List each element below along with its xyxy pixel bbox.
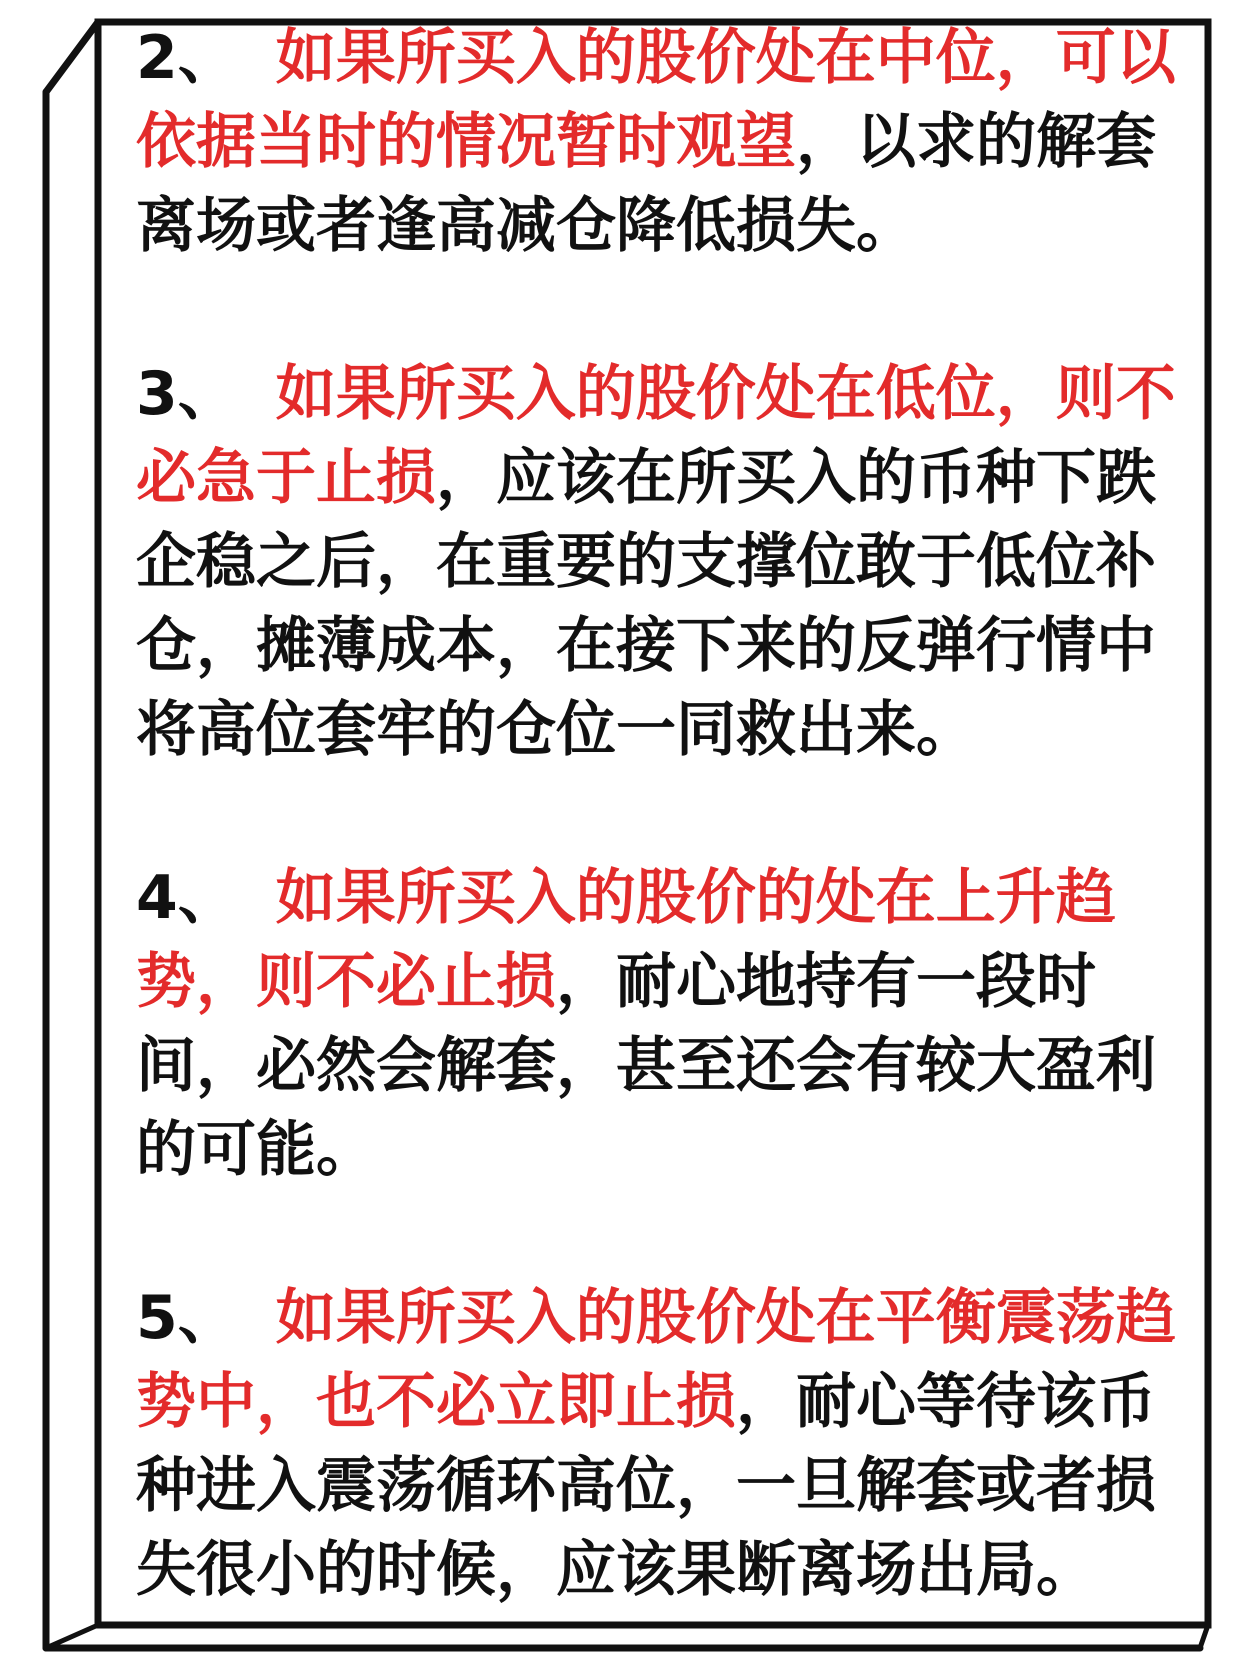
highlight-text: 如果所买入的股价处在平衡震荡趋势中，也不必立即止损 bbox=[136, 1283, 1176, 1437]
item-number: 4、 bbox=[136, 863, 238, 933]
paragraph-2 bbox=[136, 16, 1176, 268]
item-number: 3、 bbox=[136, 359, 238, 429]
highlight-text: 如果所买入的股价处在低位，则不必急于止损 bbox=[136, 359, 1176, 513]
highlight-text: 如果所买入的股价的处在上升趋势，则不必止损 bbox=[136, 863, 1116, 1017]
item-number: 2、 bbox=[136, 23, 238, 93]
paragraph-3 bbox=[136, 352, 1176, 772]
paragraph-4 bbox=[136, 856, 1176, 1192]
content-area bbox=[136, 16, 1176, 1612]
paragraph-5 bbox=[136, 1276, 1176, 1612]
highlight-text: 如果所买入的股价处在中位，可以依据当时的情况暂时观望 bbox=[136, 23, 1176, 177]
body-text: ，耐心地持有一段时间，必然会解套，甚至还会有较大盈利的可能。 bbox=[136, 947, 1156, 1185]
body-text: ，以求的解套离场或者逢高减仓降低损失。 bbox=[136, 107, 1156, 261]
body-text: ，耐心等待该币种进入震荡循环高位，一旦解套或者损失很小的时候，应该果断离场出局。 bbox=[136, 1367, 1156, 1605]
body-text: ，应该在所买入的币种下跌企稳之后，在重要的支撑位敢于低位补仓，摊薄成本，在接下来的反弹行情中将高位套牢的仓位一同救出来。 bbox=[136, 443, 1156, 765]
item-number: 5、 bbox=[136, 1283, 238, 1353]
